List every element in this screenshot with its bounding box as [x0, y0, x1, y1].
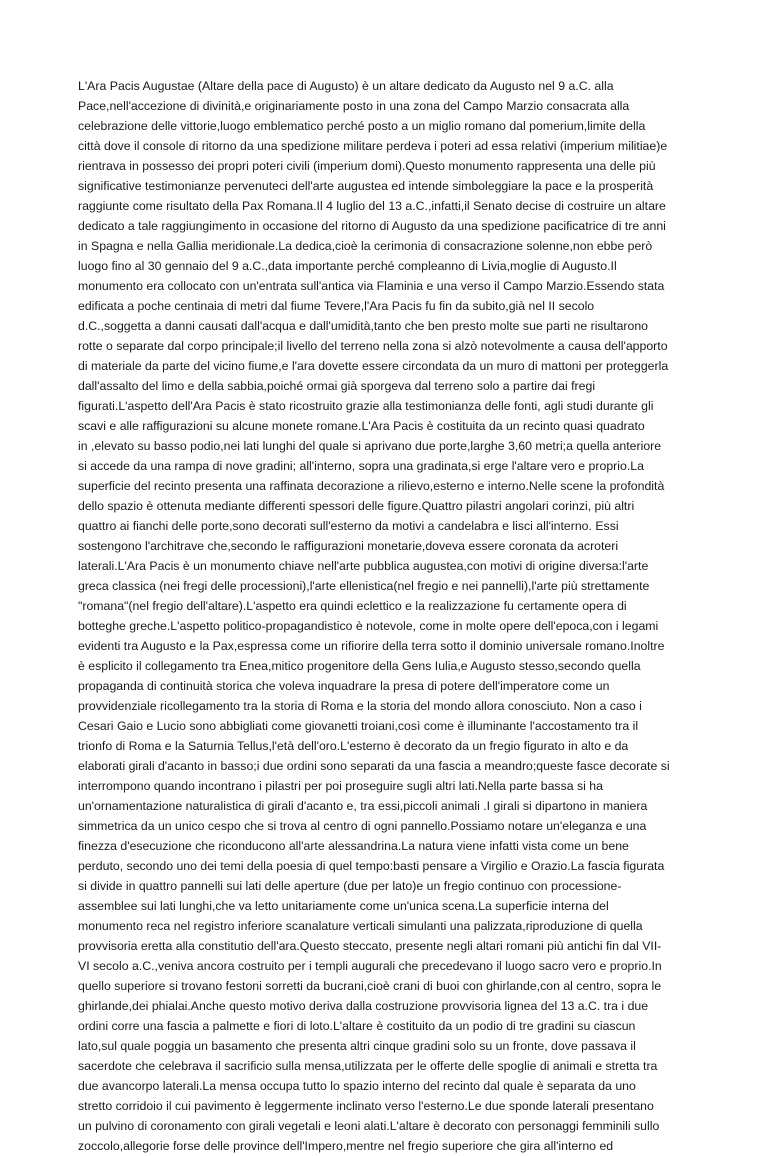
text-line: laterali.L'Ara Pacis è un monumento chiave nell'arte pubblica augustea,con motivi di origine diversa:l'arte	[78, 559, 649, 573]
text-line: rotte o separate dal corpo principale;il livello del terreno nella zona si alzò notevolmente a causa dell'apporto	[78, 339, 668, 353]
text-line: quattro ai fianchi delle porte,sono decorati sull'esterno da motivi a candelabra e lisci all'interno. Essi	[78, 519, 619, 533]
text-line: stretto corridoio il cui pavimento è leggermente inclinato verso l'esterno.Le due sponde laterali presentano	[78, 1099, 654, 1113]
text-line: lato,sul quale poggia un basamento che presenta altri cinque gradini solo su un fronte, dove passava il	[78, 1039, 636, 1053]
text-line: dedicato a tale raggiungimento in occasione del ritorno di Augusto da una spedizione pacificatrice di tre anni	[78, 219, 666, 233]
text-line: un pulvino di coronamento con girali vegetali e leoni alati.L'altare è decorato con personaggi femminili sullo	[78, 1119, 660, 1133]
text-line: due avancorpo laterali.La mensa occupa tutto lo spazio interno del recinto dal quale è separata da uno	[78, 1079, 636, 1093]
text-line: d.C.,soggetta a danni causati dall'acqua e dall'umidità,tanto che ben presto molte sue parti ne risultarono	[78, 319, 649, 333]
text-line: celebrazione delle vittorie,luogo emblematico perché posto a un miglio romano dal pomerium,limite della	[78, 119, 646, 133]
text-line: in Spagna e nella Gallia meridionale.La dedica,cioè la cerimonia di consacrazione solenne,non ebbe però	[78, 239, 653, 253]
text-line: raggiunte come risultato della Pax Romana.Il 4 luglio del 13 a.C.,infatti,il Senato decise di costruire un altare	[78, 199, 666, 213]
text-line: finezza d'esecuzione che riconducono all'arte alessandrina.La natura viene infatti vista come un bene	[78, 839, 629, 853]
text-line: rientrava in possesso dei propri poteri civili (imperium domi).Questo monumento rappresenta una delle più	[78, 159, 656, 173]
text-line: città dove il console di ritorno da una spedizione militare perdeva i poteri ad essa relativi (imperium militiae)e	[78, 139, 668, 153]
text-line: VI secolo a.C.,veniva ancora costruito per i templi augurali che precedevano il luogo sacro vero e proprio.In	[78, 959, 662, 973]
text-line: è esplicito il collegamento tra Enea,mitico progenitore della Gens Iulia,e Augusto stesso,secondo quella	[78, 659, 641, 673]
text-line: simmetrica da un unico cespo che si trova al centro di ogni pannello.Possiamo notare un'eleganza e una	[78, 819, 647, 833]
body-text	[78, 76, 693, 1156]
text-line: sostengono l'architrave che,secondo le raffigurazioni monetarie,doveva essere coronata da acroteri	[78, 539, 619, 553]
text-line: provvidenziale ricollegamento tra la storia di Roma e la storia del mondo allora conosciuto. Non a caso i	[78, 699, 642, 713]
text-line: provvisoria eretta alla constitutio dell'ara.Questo steccato, presente negli altari romani più antichi fin dal VII-	[78, 939, 662, 953]
text-line: scavi e alle raffigurazioni su alcune monete romane.L'Ara Pacis è costituita da un recinto quasi quadrato	[78, 419, 645, 433]
text-line: monumento reca nel registro inferiore scanalature verticali simulanti una palizzata,riproduzione di quella	[78, 919, 643, 933]
text-line: figurati.L'aspetto dell'Ara Pacis è stato ricostruito grazie alla testimonianza delle fonti, agli studi durante gli	[78, 399, 654, 413]
text-line: Pace,nell'accezione di divinità,e originariamente posto in una zona del Campo Marzio consacrata alla	[78, 99, 630, 113]
text-line: si divide in quattro pannelli sui lati delle aperture (due per lato)e un fregio continuo con processione-	[78, 879, 622, 893]
text-line: sacerdote che celebrava il sacrificio sulla mensa,utilizzata per le offerte delle spoglie di animali e stretta tra	[78, 1059, 658, 1073]
text-line: ghirlande,dei phialai.Anche questo motivo deriva dalla costruzione provvisoria lignea del 13 a.C. tra i due	[78, 999, 649, 1013]
text-line: perduto, secondo uno dei temi della poesia di quel tempo:basti pensare a Virgilio e Orazio.La fascia figurata	[78, 859, 665, 873]
text-line: dello spazio è ottenuta mediante differenti spessori delle figure.Quattro pilastri angolari corinzi, più altri	[78, 499, 635, 513]
text-line: botteghe greche.L'aspetto politico-propagandistico è notevole, come in molte opere dell'epoca,con i legami	[78, 619, 659, 633]
text-line: elaborati girali d'acanto in basso;i due ordini sono separati da una fascia a meandro;queste fasce decorate si	[78, 759, 670, 773]
text-line: luogo fino al 30 gennaio del 9 a.C.,data importante perché compleanno di Livia,moglie di Augusto.Il	[78, 259, 617, 273]
text-line: quello superiore si trovano festoni sorretti da bucrani,cioè crani di buoi con ghirlande,con al centro, sopra le	[78, 979, 662, 993]
text-line: monumento era collocato con un'entrata sull'antica via Flaminia e una verso il Campo Marzio.Essendo stata	[78, 279, 665, 293]
text-line: ordini corre una fascia a palmette e fiori di loto.L'altare è costituito da un podio di tre gradini su ciascun	[78, 1019, 636, 1033]
text-line: superficie del recinto presenta una raffinata decorazione a rilievo,esterno e interno.Nelle scene la profondità	[78, 479, 665, 493]
text-line: zoccolo,allegorie forse delle province dell'Impero,mentre nel fregio superiore che gira all'interno ed	[78, 1139, 614, 1153]
text-line: edificata a poche centinaia di metri dal fiume Tevere,l'Ara Pacis fu fin da subito,già nel II secolo	[78, 299, 595, 313]
text-line: interrompono quando incontrano i pilastri per poi proseguire sugli altri lati.Nella parte bassa si ha	[78, 779, 603, 793]
text-line: dall'assalto del limo e della sabbia,poiché ormai già sporgeva dal terreno solo a partire dai fregi	[78, 379, 596, 393]
text-line: assemblee sui lati lunghi,che va letto unitariamente come un'unica scena.La superficie interna del	[78, 899, 609, 913]
text-line: "romana"(nel fregio dell'altare).L'aspetto era quindi eclettico e la realizzazione fu certamente opera di	[78, 599, 627, 613]
text-line: evidenti tra Augusto e la Pax,espressa come un rifiorire della terra sotto il dominio universale romano.Inoltre	[78, 639, 665, 653]
text-line: un'ornamentazione naturalistica di girali d'acanto e, tra essi,piccoli animali .I girali si dipartono in maniera	[78, 799, 648, 813]
text-line: trionfo di Roma e la Saturnia Tellus,l'età dell'oro.L'esterno è decorato da un fregio figurato in alto e da	[78, 739, 629, 753]
text-line: Cesari Gaio e Lucio sono abbigliati come giovanetti troiani,così come è illuminante l'accostamento tra il	[78, 719, 639, 733]
text-line: L'Ara Pacis Augustae (Altare della pace di Augusto) è un altare dedicato da Augusto nel 9 a.C. alla	[78, 79, 614, 93]
text-line: si accede da una rampa di nove gradini; all'interno, sopra una gradinata,si erge l'altare vero e proprio.La	[78, 459, 644, 473]
text-line: di materiale da parte del vicino fiume,e l'ara dovette essere circondata da un muro di mattoni per proteggerla	[78, 359, 669, 373]
text-line: significative testimonianze pervenuteci dell'arte augustea ed intende simboleggiare la pace e la prosperità	[78, 179, 654, 193]
text-line: in ,elevato su basso podio,nei lati lunghi del quale si aprivano due porte,larghe 3,60 metri;a quella anteriore	[78, 439, 662, 453]
text-line: propaganda di continuità storica che voleva inquadrare la presa di potere dell'imperatore come un	[78, 679, 610, 693]
text-line: greca classica (nei fregi delle processioni),l'arte ellenistica(nel fregio e nei pannelli),l'arte più strettamente	[78, 579, 650, 593]
